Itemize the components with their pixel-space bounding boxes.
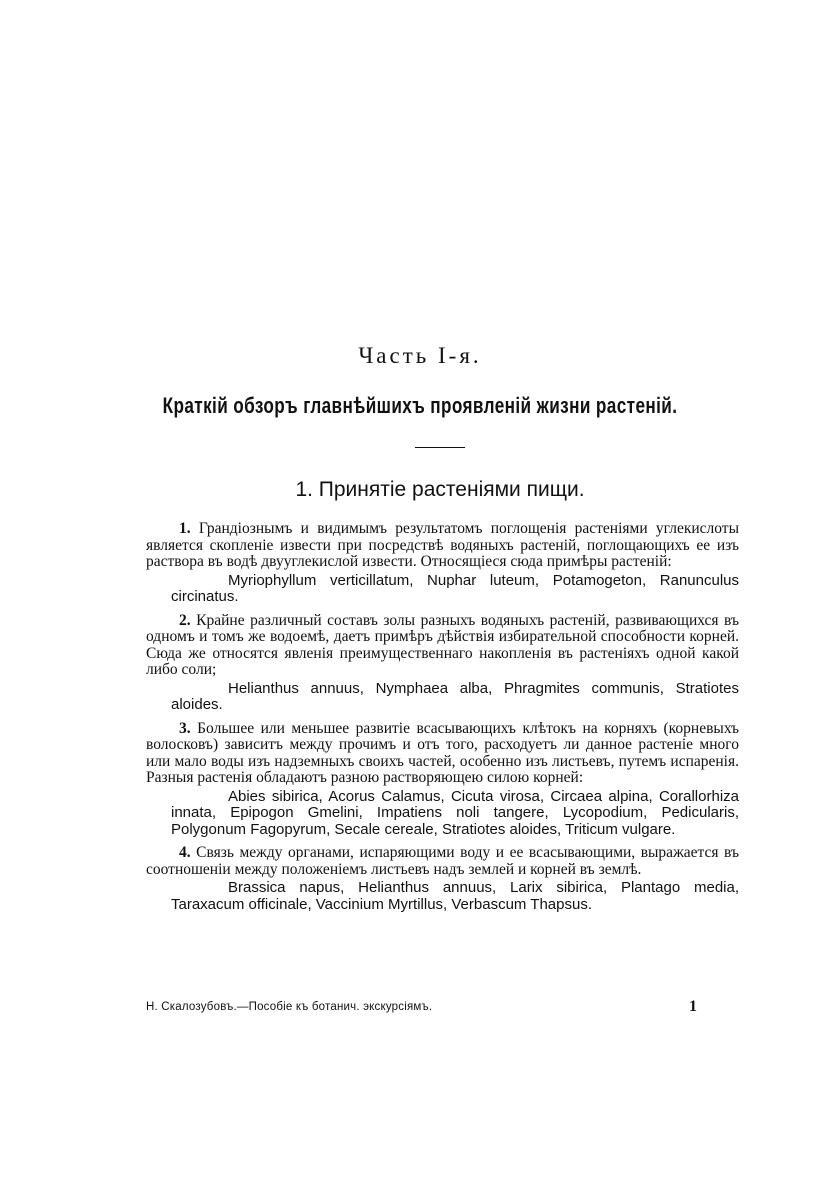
species-list-1: Myriophyllum verticillatum, Nuphar luteum, Potamogeton, Ranunculus circinatus. [171,571,739,605]
page-number: 1 [689,998,697,1015]
paragraph-2 [146,613,739,679]
paragraph-number: 1. [179,520,191,537]
paragraph-text: Большее или меньшее развитіе всасывающихъ клѣтокъ на корняхъ (корневыхъ волосковъ) зависитъ между прочимъ и отъ того, расходуетъ ли данное растеніе много или мало воды изъ надземныхъ своихъ частей, особенно изъ листьевъ, путемъ испаренія. Разныя растенія обладаютъ разною растворяющею силою корней: [146,719,740,786]
species-list-4: Brassica napus, Helianthus annuus, Larix sibirica, Plantago media, Taraxacum officinale, Vaccinium Myrtillus, Verbascum Thapsus. [171,879,739,913]
species-list-3: Abies sibirica, Acorus Calamus, Cicuta virosa, Circaea alpina, Corallorhiza innata, Epipogon Gmelini, Impatiens noli tangere, Lycopodium, Pedicularis, Polygonum Fagopyrum, Secale cereale, Stratiotes aloides, Triticum vulgare. [171,787,739,838]
paragraph-number: 3. [179,719,191,737]
paragraph-4 [146,845,739,878]
page-footer [146,998,739,1019]
paragraph-1 [146,521,739,571]
species-list-2: Helianthus annuus, Nymphaea alba, Phragmites communis, Stratiotes aloides. [171,679,739,713]
paragraph-number: 2. [179,611,191,629]
paragraph-text: Крайне различный составъ золы разныхъ водяныхъ растеній, развивающихся въ одномъ и томъ же водоемѣ, даетъ примѣръ дѣйствія избирательной способности корней. Сюда же относятся явленія преимущественнаго накопленія въ растеніяхъ одной какой либо соли; [146,611,740,678]
chapter-subtitle: Краткій обзоръ главнѣйшихъ проявленій жизни растеній. [162,393,678,418]
main-text [146,521,739,920]
part-title: Часть I-я. [358,343,482,368]
paragraph-number: 4. [179,844,191,861]
paragraph-3 [146,721,739,787]
paragraph-text: Грандіознымъ и видимымъ результатомъ поглощенія растеніями углекислоты является скопленіе извести при посредствѣ водяныхъ растеній, поглощающихъ ее изъ раствора въ водѣ двууглекислой извести. Относящіеся сюда примѣры растеній: [146,520,739,570]
footer-citation: Н. Скалозубовъ.—Пособіе къ ботанич. экскурсіямъ. [146,1001,433,1013]
section-heading: 1. Принятіе растеніями пищи. [295,478,585,501]
paragraph-text: Связь между органами, испаряющими воду и ее всасывающими, выражается въ соотношеніи между положеніемъ листьевъ надъ землей и корней въ землѣ. [146,844,739,878]
divider-rule [415,447,465,448]
